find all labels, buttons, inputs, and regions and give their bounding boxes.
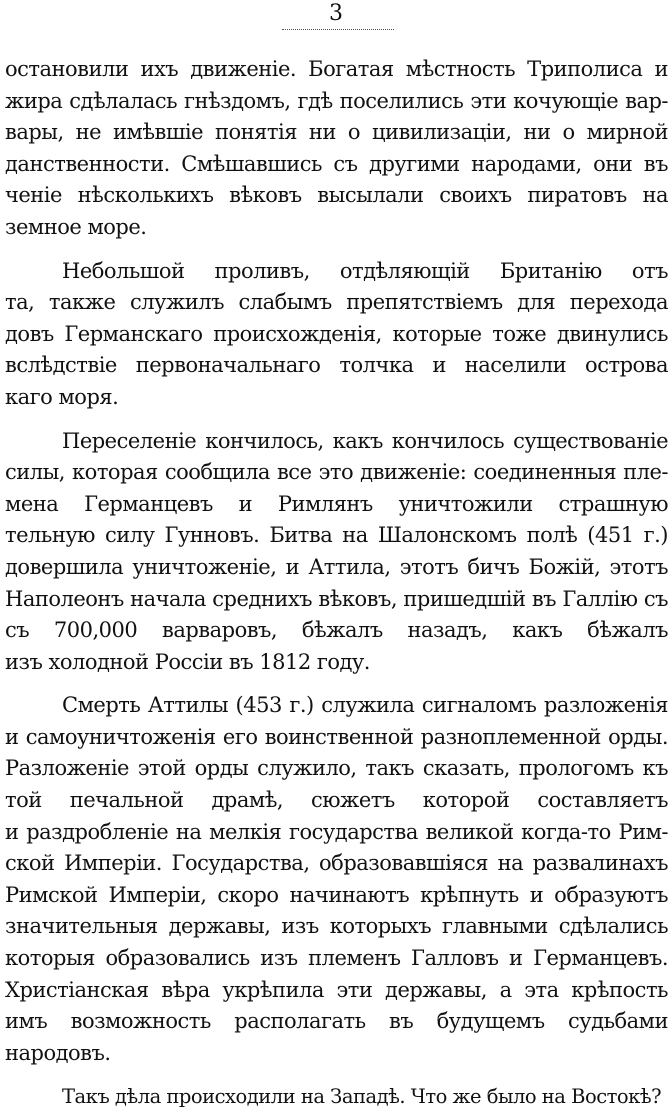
text-line: та, также служилъ слабымъ препятствіемъ для перехода — [5, 290, 668, 315]
text-line: земное море. — [5, 214, 147, 239]
text-line: Переселеніе кончилось, какъ кончилось существованіе — [62, 428, 668, 453]
text-line: силы, которая сообщила все это движеніе: соединенныя пле- — [5, 460, 668, 485]
text-line: остановили ихъ движеніе. Богатая мѣстность Триполиса и — [5, 57, 668, 81]
text-line: довъ Германскаго происхожденія, которые тоже двинулись — [5, 321, 668, 346]
text-line: имъ возможность располагать въ будущемъ судьбами — [5, 1009, 668, 1034]
text-line: данственности. Смѣшавшись съ другими народами, они въ — [5, 151, 668, 176]
text-line: Римской Имперіи, скоро начинаютъ крѣпнуть и образуютъ — [5, 882, 668, 907]
text-line: и самоуничтоженія его воинственной разноплеменной орды. — [5, 724, 668, 749]
text-line: ской Имперіи. Государства, образовавшіяся на развалинахъ — [5, 851, 668, 876]
text-line: каго моря. — [5, 384, 119, 409]
text-line: съ 700,000 варваровъ, бѣжалъ назадъ, какъ бѣжалъ — [5, 618, 668, 643]
text-line: которыя образовались изъ племенъ Галловъ и Германцевъ. — [5, 946, 668, 971]
text-line: ченіе нѣсколькихъ вѣковъ высылали своихъ пиратовъ на — [5, 183, 668, 208]
text-line: тельную силу Гунновъ. Битва на Шалонскомъ полѣ (451 г.) — [5, 523, 668, 548]
paragraph — [0, 256, 672, 414]
text-line: значительныя державы, изъ которыхъ главными сдѣлались — [5, 914, 668, 939]
paragraph — [0, 54, 672, 244]
text-line: изъ холодной Россіи въ 1812 году. — [5, 649, 370, 674]
text-line: довершила уничтоженіе, и Аттила, этотъ бичъ Божій, этотъ — [5, 554, 668, 579]
text-line: народовъ. — [5, 1040, 111, 1065]
paragraph — [0, 426, 672, 679]
text-line: вслѣдствіе первоначальнаго толчка и населили острова — [5, 353, 668, 378]
text-line: той печальной драмѣ, сюжетъ которой составляетъ — [5, 788, 668, 813]
text-body — [0, 54, 672, 1113]
text-line: вары, не имѣвшіе понятія ни о цивилизаціи, ни о мирной — [5, 120, 668, 145]
text-line: Наполеонъ начала среднихъ вѣковъ, пришедшій въ Галлію съ — [5, 586, 668, 611]
paragraph — [0, 690, 672, 1069]
paragraph — [0, 1081, 672, 1113]
page-number: 3 — [329, 1, 343, 26]
text-line: и раздробленіе на мелкія государства великой когда-то Рим- — [5, 819, 668, 844]
header-rule — [282, 29, 394, 30]
text-line: Разложеніе этой орды служило, такъ сказать, прологомъ къ — [5, 756, 668, 781]
text-line: жира сдѣлалась гнѣздомъ, гдѣ поселились эти кочующіе вар- — [5, 88, 668, 113]
text-line: Христіанская вѣра укрѣпила эти державы, а эта крѣпость — [5, 977, 668, 1002]
text-line: Небольшой проливъ, отдѣляющій Британію отъ — [62, 258, 668, 283]
text-line: Смерть Аттилы (453 г.) служила сигналомъ разложенія — [62, 693, 668, 718]
text-line: Такъ дѣла происходили на Западѣ. Что же было на Востокѣ? — [62, 1085, 662, 1109]
text-line: мена Германцевъ и Римлянъ уничтожили страшную — [5, 491, 668, 516]
